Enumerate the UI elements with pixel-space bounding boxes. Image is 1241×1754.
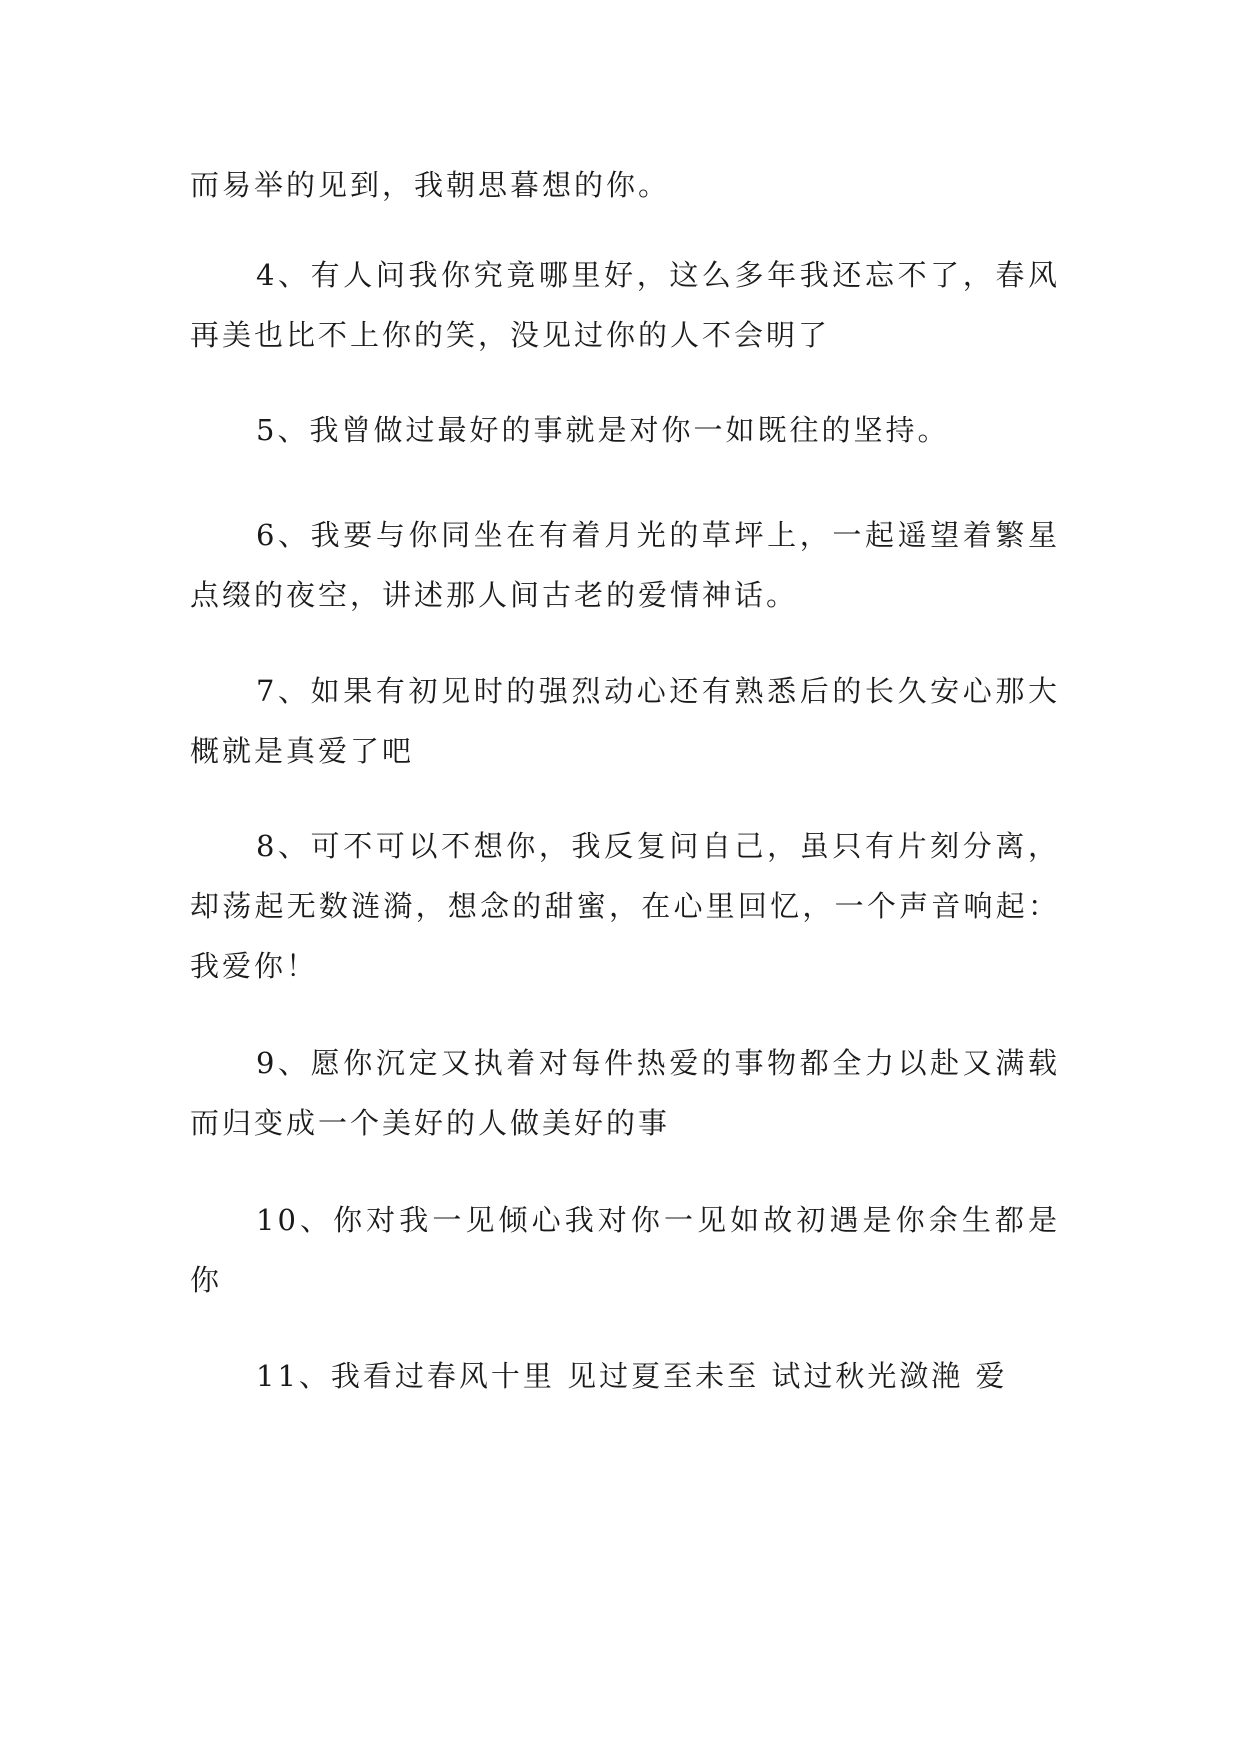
paragraph-item-7: 7、如果有初见时的强烈动心还有熟悉后的长久安心那大概就是真爱了吧 xyxy=(190,674,1060,768)
paragraph-item-5: 5、我曾做过最好的事就是对你一如既往的坚持。 xyxy=(256,413,950,447)
paragraph-item-9: 9、愿你沉定又执着对每件热爱的事物都全力以赴又满载而归变成一个美好的人做美好的事 xyxy=(190,1046,1060,1140)
paragraph-item-11: 11、我看过春风十里 见过夏至未至 试过秋光潋滟 爱 xyxy=(256,1359,1008,1393)
paragraph-item-6: 6、我要与你同坐在有着月光的草坪上，一起遥望着繁星点缀的夜空，讲述那人间古老的爱情神话。 xyxy=(190,518,1060,612)
paragraph-item-4: 4、有人问我你究竟哪里好，这么多年我还忘不了，春风再美也比不上你的笑，没见过你的人不会明了 xyxy=(190,258,1060,352)
paragraph-continuation: 而易举的见到，我朝思暮想的你。 xyxy=(190,168,671,202)
paragraph-item-8: 8、可不可以不想你，我反复问自己，虽只有片刻分离，却荡起无数涟漪，想念的甜蜜，在心里回忆，一个声音响起：我爱你！ xyxy=(190,829,1060,983)
paragraph-item-10: 10、你对我一见倾心我对你一见如故初遇是你余生都是你 xyxy=(190,1203,1060,1297)
